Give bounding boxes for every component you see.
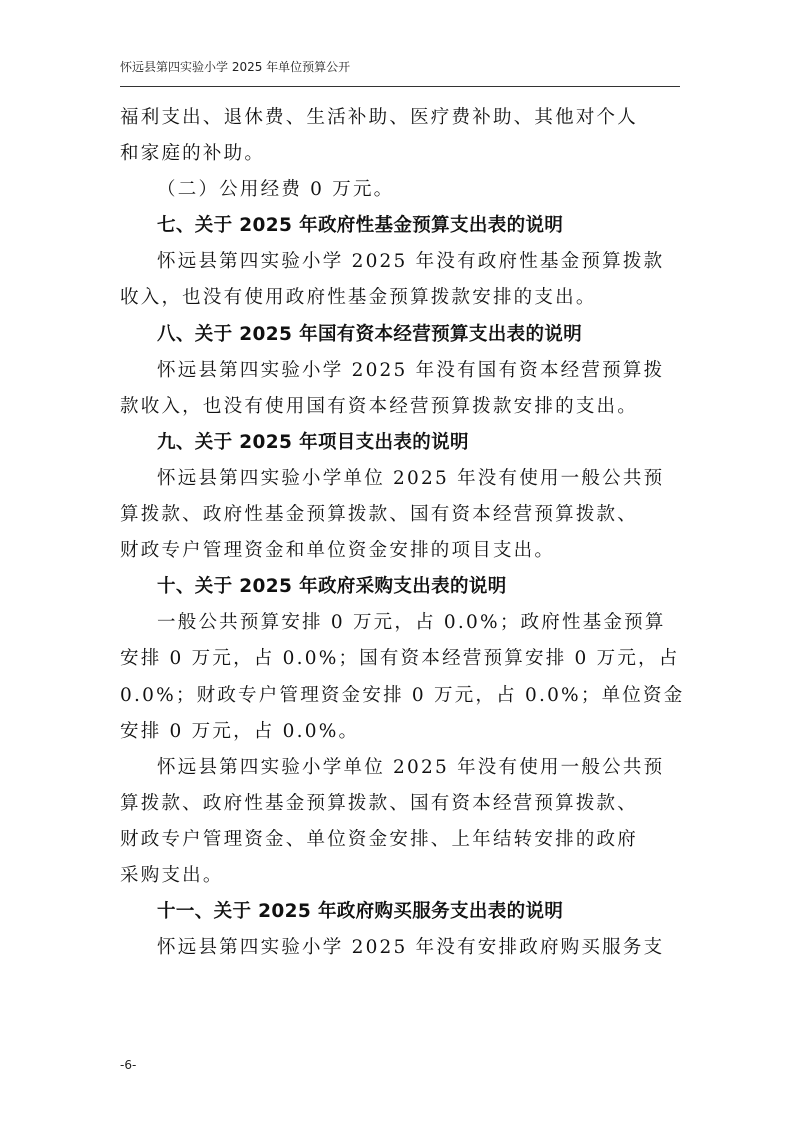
text-line: （二）公用经费 0 万元。 bbox=[157, 179, 395, 201]
paragraph-public-funds bbox=[120, 172, 680, 208]
paragraph-welfare-items bbox=[120, 100, 680, 172]
paragraph-section-10-allocation bbox=[120, 605, 685, 749]
text-line: 0.0%；财政专户管理资金安排 0 万元，占 0.0%；单位资金 bbox=[120, 684, 685, 706]
text-line: 一般公共预算安排 0 万元，占 0.0%；政府性基金预算 bbox=[157, 612, 666, 634]
section-heading-9 bbox=[120, 425, 680, 461]
text-line: 算拨款、政府性基金预算拨款、国有资本经营预算拨款、 bbox=[120, 504, 639, 526]
text-line: 怀远县第四实验小学单位 2025 年没有使用一般公共预 bbox=[157, 756, 665, 778]
text-line: 和家庭的补助。 bbox=[120, 143, 266, 165]
text-line: 安排 0 万元，占 0.0%。 bbox=[120, 720, 360, 742]
text-line: 采购支出。 bbox=[120, 864, 224, 886]
heading-text: 十、关于 2025 年政府采购支出表的说明 bbox=[157, 576, 507, 598]
heading-text: 八、关于 2025 年国有资本经营预算支出表的说明 bbox=[157, 323, 583, 345]
document-body bbox=[120, 100, 685, 966]
section-heading-10 bbox=[120, 569, 680, 605]
text-line: 收入，也没有使用政府性基金预算拨款安排的支出。 bbox=[120, 287, 597, 309]
text-line: 财政专户管理资金和单位资金安排的项目支出。 bbox=[120, 540, 556, 562]
section-heading-8 bbox=[120, 317, 680, 353]
paragraph-section-10-statement bbox=[120, 750, 680, 894]
paragraph-section-8 bbox=[120, 353, 680, 425]
text-line: 财政专户管理资金、单位资金安排、上年结转安排的政府 bbox=[120, 828, 639, 850]
text-line: 算拨款、政府性基金预算拨款、国有资本经营预算拨款、 bbox=[120, 792, 639, 814]
section-heading-7 bbox=[120, 208, 680, 244]
heading-text: 七、关于 2025 年政府性基金预算支出表的说明 bbox=[157, 215, 564, 237]
text-line: 怀远县第四实验小学 2025 年没有国有资本经营预算拨 bbox=[157, 359, 665, 381]
text-line: 怀远县第四实验小学 2025 年没有政府性基金预算拨款 bbox=[157, 251, 665, 273]
heading-text: 九、关于 2025 年项目支出表的说明 bbox=[157, 431, 469, 453]
page-number: -6- bbox=[120, 1058, 137, 1072]
page-header bbox=[120, 58, 680, 87]
text-line: 怀远县第四实验小学单位 2025 年没有使用一般公共预 bbox=[157, 467, 665, 489]
text-line: 安排 0 万元，占 0.0%；国有资本经营预算安排 0 万元，占 bbox=[120, 648, 680, 670]
page-footer bbox=[120, 1058, 136, 1072]
paragraph-section-9 bbox=[120, 461, 680, 569]
section-heading-11 bbox=[120, 894, 680, 930]
text-line: 福利支出、退休费、生活补助、医疗费补助、其他对个人 bbox=[120, 107, 639, 128]
heading-text: 十一、关于 2025 年政府购买服务支出表的说明 bbox=[157, 901, 564, 923]
header-title: 怀远县第四实验小学 2025 年单位预算公开 bbox=[120, 60, 351, 74]
paragraph-section-11 bbox=[120, 930, 680, 966]
text-line: 款收入，也没有使用国有资本经营预算拨款安排的支出。 bbox=[120, 395, 639, 417]
text-line: 怀远县第四实验小学 2025 年没有安排政府购买服务支 bbox=[157, 937, 665, 959]
paragraph-section-7 bbox=[120, 244, 680, 316]
